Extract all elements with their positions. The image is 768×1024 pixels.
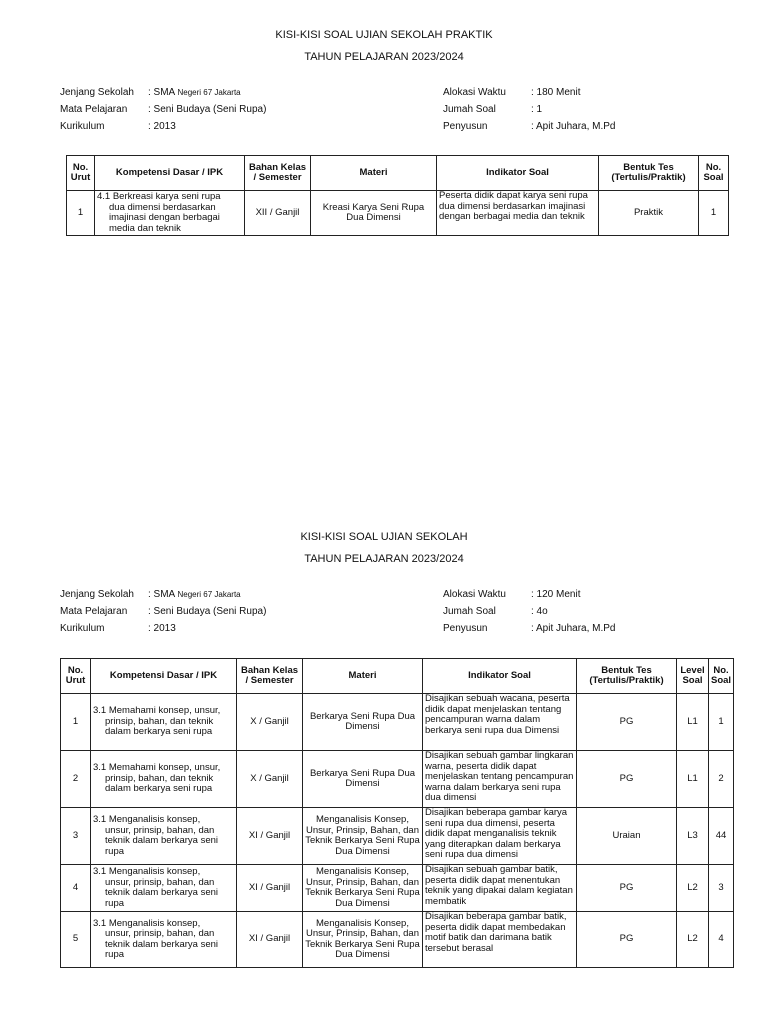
col-header-bentuk: Bentuk Tes (Tertulis/Praktik) bbox=[599, 156, 699, 191]
col-header-no-urut: No. Urut bbox=[67, 156, 95, 191]
table-header-row bbox=[67, 156, 729, 191]
col-header-no-urut: No. Urut bbox=[61, 659, 91, 694]
cell-kd-rest: unsur, prinsip, bahan, dan teknik dalam berkarya seni rupa bbox=[105, 824, 218, 857]
meta-value: : 4o bbox=[531, 606, 548, 617]
cell-bentuk: PG bbox=[577, 694, 677, 751]
cell-kd-rest: dua dimensi berdasarkan imajinasi dengan berbagai media dan teknik bbox=[109, 201, 220, 234]
meta-row-jenjang bbox=[60, 87, 360, 104]
table-row bbox=[61, 865, 734, 912]
cell-indikator: Disajikan sebuah gambar batik, peserta didik dapat menentukan teknik yang dipakai dalam kegiatan membatik bbox=[423, 865, 577, 912]
col-header-indikator: Indikator Soal bbox=[437, 156, 599, 191]
cell-indikator: Disajikan sebuah wacana, peserta didik dapat menjelaskan tentang pencampuran warna dalam berkarya seni rupa dua Dimensi bbox=[423, 694, 577, 751]
cell-kd-first: 4.1 Berkreasi karya seni rupa bbox=[97, 191, 221, 202]
meta-row-jumlah bbox=[443, 606, 703, 623]
col-header-no-soal: No. Soal bbox=[709, 659, 734, 694]
meta-row-penyusun bbox=[443, 623, 703, 640]
cell-no-soal: 3 bbox=[709, 865, 734, 912]
meta-value-small: Negeri 67 Jakarta bbox=[177, 88, 241, 97]
cell-bahan: X / Ganjil bbox=[237, 751, 303, 808]
cell-bentuk: PG bbox=[577, 751, 677, 808]
col-header-materi: Materi bbox=[303, 659, 423, 694]
cell-bentuk: Praktik bbox=[599, 191, 699, 236]
meta-label: Penyusun bbox=[443, 623, 488, 634]
col-header-kd: Kompetensi Dasar / IPK bbox=[91, 659, 237, 694]
meta-row-alokasi bbox=[443, 87, 703, 104]
cell-kd-rest: prinsip, bahan, dan teknik dalam berkarya seni rupa bbox=[105, 772, 214, 795]
doc1-subtitle: TAHUN PELAJARAN 2023/2024 bbox=[304, 51, 464, 63]
col-header-indikator: Indikator Soal bbox=[423, 659, 577, 694]
cell-kd-first: 3.1 Menganalisis konsep, bbox=[93, 866, 201, 877]
col-header-kd: Kompetensi Dasar / IPK bbox=[95, 156, 245, 191]
cell-kd bbox=[91, 694, 237, 751]
cell-kd-rest: unsur, prinsip, bahan, dan teknik dalam berkarya seni rupa bbox=[105, 928, 218, 960]
meta-label: Alokasi Waktu bbox=[443, 589, 506, 600]
doc2-title: KISI-KISI SOAL UJIAN SEKOLAH bbox=[300, 531, 468, 543]
meta-label: Kurikulum bbox=[60, 623, 105, 634]
doc2-table bbox=[60, 658, 734, 968]
cell-materi: Menganalisis Konsep, Unsur, Prinsip, Bahan, dan Teknik Berkarya Seni Rupa Dua Dimensi bbox=[303, 808, 423, 865]
meta-row-jenjang bbox=[60, 589, 360, 606]
cell-level: L3 bbox=[677, 808, 709, 865]
cell-no-soal: 1 bbox=[709, 694, 734, 751]
cell-kd-first: 3.1 Memahami konsep, unsur, bbox=[93, 705, 221, 717]
col-header-bentuk: Bentuk Tes (Tertulis/Praktik) bbox=[577, 659, 677, 694]
cell-kd bbox=[91, 808, 237, 865]
cell-kd-rest: prinsip, bahan, dan teknik dalam berkarya seni rupa bbox=[105, 715, 214, 738]
cell-materi: Menganalisis Konsep, Unsur, Prinsip, Bahan, dan Teknik Berkarya Seni Rupa Dua Dimensi bbox=[303, 865, 423, 912]
doc1-table bbox=[66, 155, 729, 236]
meta-row-jumlah bbox=[443, 104, 703, 121]
table-row bbox=[61, 694, 734, 751]
meta-value: : 1 bbox=[531, 104, 543, 115]
cell-bentuk: PG bbox=[577, 865, 677, 912]
doc1-title: KISI-KISI SOAL UJIAN SEKOLAH PRAKTIK bbox=[275, 29, 493, 41]
cell-kd-first: 3.1 Memahami konsep, unsur, bbox=[93, 762, 221, 774]
table-row bbox=[61, 912, 734, 968]
cell-kd bbox=[95, 191, 245, 236]
cell-bahan: XII / Ganjil bbox=[245, 191, 311, 236]
cell-kd bbox=[91, 865, 237, 912]
col-header-materi: Materi bbox=[311, 156, 437, 191]
meta-value: : Apit Juhara, M.Pd bbox=[531, 121, 616, 132]
cell-kd-first: 3.1 Menganalisis konsep, bbox=[93, 917, 201, 929]
table-header-row bbox=[61, 659, 734, 694]
meta-value: : Apit Juhara, M.Pd bbox=[531, 623, 616, 634]
cell-indikator: Disajikan beberapa gambar karya seni rupa dua dimensi, peserta didik dapat menganalisis teknik yang diterapkan dalam berkarya seni rupa dua dimensi bbox=[423, 808, 577, 865]
doc1-meta-right bbox=[443, 87, 703, 138]
cell-no-soal: 1 bbox=[699, 191, 729, 236]
cell-bahan: XI / Ganjil bbox=[237, 912, 303, 968]
cell-no-soal: 2 bbox=[709, 751, 734, 808]
meta-value bbox=[148, 87, 241, 98]
cell-bentuk: PG bbox=[577, 912, 677, 968]
cell-no-urut: 1 bbox=[61, 694, 91, 751]
meta-label: Kurikulum bbox=[60, 121, 105, 132]
cell-no-urut: 2 bbox=[61, 751, 91, 808]
cell-kd bbox=[91, 912, 237, 968]
meta-value: : 180 Menit bbox=[531, 87, 581, 98]
meta-label: Mata Pelajaran bbox=[60, 104, 128, 115]
meta-value: : 120 Menit bbox=[531, 589, 581, 600]
cell-level: L1 bbox=[677, 751, 709, 808]
meta-label: Jumah Soal bbox=[443, 606, 496, 617]
cell-bahan: XI / Ganjil bbox=[237, 808, 303, 865]
cell-bahan: XI / Ganjil bbox=[237, 865, 303, 912]
cell-indikator: Disajikan beberapa gambar batik, peserta didik dapat membedakan motif batik dan darimana batik tersebut berasal bbox=[423, 912, 577, 968]
doc2-meta-left bbox=[60, 589, 360, 640]
col-header-no-soal: No. Soal bbox=[699, 156, 729, 191]
meta-row-mapel bbox=[60, 104, 360, 121]
meta-value-main: : SMA bbox=[148, 589, 175, 600]
cell-bentuk: Uraian bbox=[577, 808, 677, 865]
meta-label: Alokasi Waktu bbox=[443, 87, 506, 98]
meta-row-mapel bbox=[60, 606, 360, 623]
doc2-meta-right bbox=[443, 589, 703, 640]
col-header-bahan: Bahan Kelas / Semester bbox=[245, 156, 311, 191]
meta-label: Jenjang Sekolah bbox=[60, 589, 134, 600]
meta-value bbox=[148, 589, 241, 600]
meta-row-kurikulum bbox=[60, 121, 360, 138]
cell-indikator: Disajikan sebuah gambar lingkaran warna, peserta didik dapat menjelaskan tentang pencampuran warna dalam berkarya seni rupa dua dimensi bbox=[423, 751, 577, 808]
meta-row-kurikulum bbox=[60, 623, 360, 640]
cell-materi: Menganalisis Konsep, Unsur, Prinsip, Bahan, dan Teknik Berkarya Seni Rupa Dua Dimensi bbox=[303, 912, 423, 968]
cell-no-soal: 4 bbox=[709, 912, 734, 968]
col-header-level: Level Soal bbox=[677, 659, 709, 694]
meta-value: : Seni Budaya (Seni Rupa) bbox=[148, 104, 267, 115]
cell-no-urut: 4 bbox=[61, 865, 91, 912]
meta-label: Penyusun bbox=[443, 121, 488, 132]
meta-value-main: : SMA bbox=[148, 87, 175, 98]
cell-level: L2 bbox=[677, 865, 709, 912]
cell-bahan: X / Ganjil bbox=[237, 694, 303, 751]
doc2-subtitle: TAHUN PELAJARAN 2023/2024 bbox=[304, 553, 464, 565]
cell-kd bbox=[91, 751, 237, 808]
cell-materi: Berkarya Seni Rupa Dua Dimensi bbox=[303, 751, 423, 808]
col-header-bahan: Bahan Kelas / Semester bbox=[237, 659, 303, 694]
cell-no-urut: 5 bbox=[61, 912, 91, 968]
cell-kd-first: 3.1 Menganalisis konsep, bbox=[93, 814, 201, 825]
meta-row-penyusun bbox=[443, 121, 703, 138]
meta-row-alokasi bbox=[443, 589, 703, 606]
meta-value: : 2013 bbox=[148, 121, 176, 132]
cell-no-urut: 1 bbox=[67, 191, 95, 236]
table-row bbox=[61, 751, 734, 808]
doc1-meta-left bbox=[60, 87, 360, 138]
cell-materi: Berkarya Seni Rupa Dua Dimensi bbox=[303, 694, 423, 751]
cell-level: L1 bbox=[677, 694, 709, 751]
table-row bbox=[67, 191, 729, 236]
meta-value-small: Negeri 67 Jakarta bbox=[177, 590, 241, 599]
meta-value: : Seni Budaya (Seni Rupa) bbox=[148, 606, 267, 617]
cell-no-urut: 3 bbox=[61, 808, 91, 865]
table-row bbox=[61, 808, 734, 865]
cell-materi: Kreasi Karya Seni Rupa Dua Dimensi bbox=[311, 191, 437, 236]
meta-label: Jenjang Sekolah bbox=[60, 87, 134, 98]
cell-indikator: Peserta didik dapat karya seni rupa dua dimensi berdasarkan imajinasi dengan berbagai media dan teknik bbox=[437, 191, 599, 236]
cell-no-soal: 44 bbox=[709, 808, 734, 865]
meta-label: Jumah Soal bbox=[443, 104, 496, 115]
meta-label: Mata Pelajaran bbox=[60, 606, 128, 617]
cell-level: L2 bbox=[677, 912, 709, 968]
meta-value: : 2013 bbox=[148, 623, 176, 634]
cell-kd-rest: unsur, prinsip, bahan, dan teknik dalam berkarya seni rupa bbox=[105, 876, 218, 909]
